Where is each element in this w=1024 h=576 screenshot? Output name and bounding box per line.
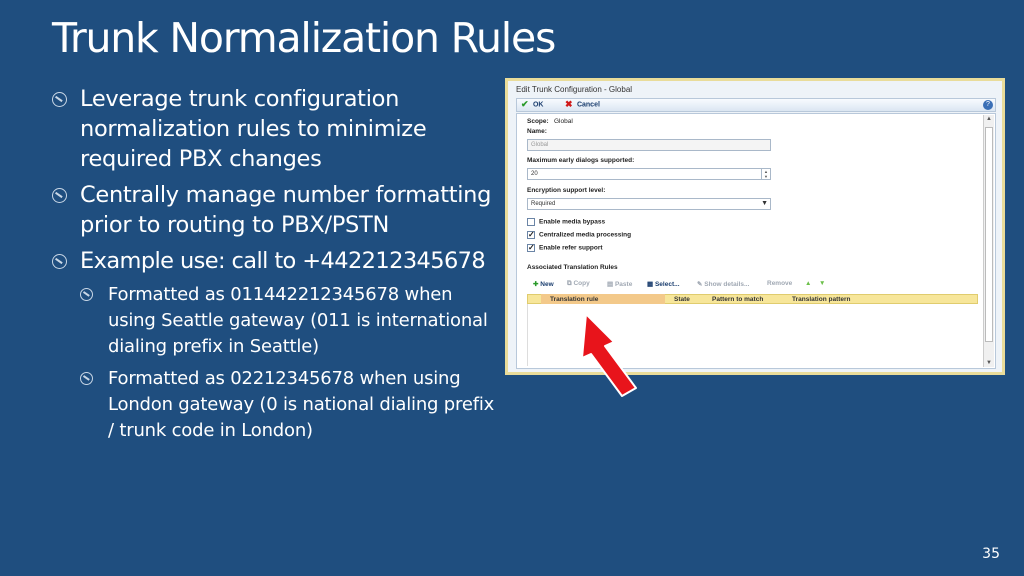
media-bypass-checkbox[interactable]: Enable media bypass: [527, 218, 605, 226]
dialog-title: Edit Trunk Configuration - Global: [516, 85, 633, 94]
sub-bullet-item: Formatted as 011442212345678 when using Seattle gateway (011 is international dialing prefix in Seattle): [80, 282, 502, 360]
select-button[interactable]: ▦ Select...: [647, 281, 680, 288]
slide-title: Trunk Normalization Rules: [52, 14, 556, 62]
checkbox-checked-icon: ✓: [528, 243, 535, 252]
bullet-icon: [52, 92, 67, 107]
show-details-button[interactable]: ✎ Show details...: [697, 281, 750, 288]
dialog-toolbar: [516, 98, 996, 112]
rules-grid-header: [527, 294, 978, 304]
chevron-down-icon: ▼: [761, 200, 768, 207]
new-rule-button[interactable]: ✚ New: [533, 281, 554, 288]
bullet-icon: [80, 288, 93, 301]
pencil-icon: ✎: [697, 281, 703, 288]
encryption-label: Encryption support level:: [527, 187, 606, 194]
bullet-item: Leverage trunk configuration normalization rules to minimize required PBX changes: [52, 84, 502, 174]
scroll-down-icon[interactable]: ▼: [986, 360, 992, 366]
name-field[interactable]: Global: [527, 139, 771, 151]
paste-button[interactable]: ▤ Paste: [607, 281, 633, 288]
spinner-arrows-icon[interactable]: ▲ ▼: [761, 169, 770, 179]
column-translation-rule[interactable]: Translation rule: [550, 296, 599, 303]
ok-button[interactable]: ✔ OK: [521, 99, 544, 109]
translation-rules-header: Associated Translation Rules: [527, 264, 618, 271]
bullet-list: [52, 84, 502, 450]
remove-button[interactable]: Remove: [767, 280, 793, 287]
red-arrow-icon: [570, 308, 650, 400]
page-number: 35: [982, 546, 1000, 562]
copy-icon: ⧉: [567, 280, 572, 287]
checkbox-checked-icon: ✓: [528, 230, 535, 239]
select-icon: ▦: [647, 281, 654, 288]
sub-bullet-item: Formatted as 02212345678 when using London gateway (0 is national dialing prefix / trunk code in London): [80, 366, 502, 444]
scope-label: Scope:: [527, 118, 549, 125]
bullet-item: Centrally manage number formatting prior to routing to PBX/PSTN: [52, 180, 502, 240]
checkmark-icon: ✔: [521, 99, 529, 109]
max-dialogs-stepper[interactable]: [527, 168, 771, 180]
column-pattern-to-match[interactable]: Pattern to match: [712, 296, 764, 303]
scope-value: Global: [554, 118, 573, 125]
paste-icon: ▤: [607, 281, 614, 288]
copy-button[interactable]: ⧉ Copy: [567, 280, 590, 287]
scroll-up-icon[interactable]: ▲: [986, 116, 992, 122]
max-dialogs-label: Maximum early dialogs supported:: [527, 157, 635, 164]
vertical-scrollbar[interactable]: [983, 115, 994, 367]
encryption-select[interactable]: [527, 198, 771, 210]
cancel-button[interactable]: ✖ Cancel: [565, 99, 600, 109]
move-up-arrow-icon[interactable]: ▲: [805, 280, 812, 287]
name-label: Name:: [527, 128, 547, 135]
scrollbar-thumb[interactable]: [985, 127, 993, 342]
refer-support-checkbox[interactable]: ✓ Enable refer support: [528, 243, 603, 252]
close-icon: ✖: [565, 99, 573, 109]
checkbox-icon: [527, 218, 535, 226]
max-dialogs-value: 20: [531, 171, 538, 177]
bullet-icon: [52, 188, 67, 203]
rules-toolbar: [527, 280, 977, 292]
centralized-media-checkbox[interactable]: ✓ Centralized media processing: [528, 230, 632, 239]
bullet-icon: [80, 372, 93, 385]
move-down-arrow-icon[interactable]: ▼: [819, 280, 826, 287]
encryption-value: Required: [531, 201, 556, 207]
plus-icon: ✚: [533, 281, 539, 288]
help-icon[interactable]: ?: [983, 100, 993, 110]
column-state[interactable]: State: [674, 296, 690, 303]
column-translation-pattern[interactable]: Translation pattern: [792, 296, 851, 303]
bullet-item: Example use: call to +442212345678: [52, 246, 502, 276]
bullet-icon: [52, 254, 67, 269]
